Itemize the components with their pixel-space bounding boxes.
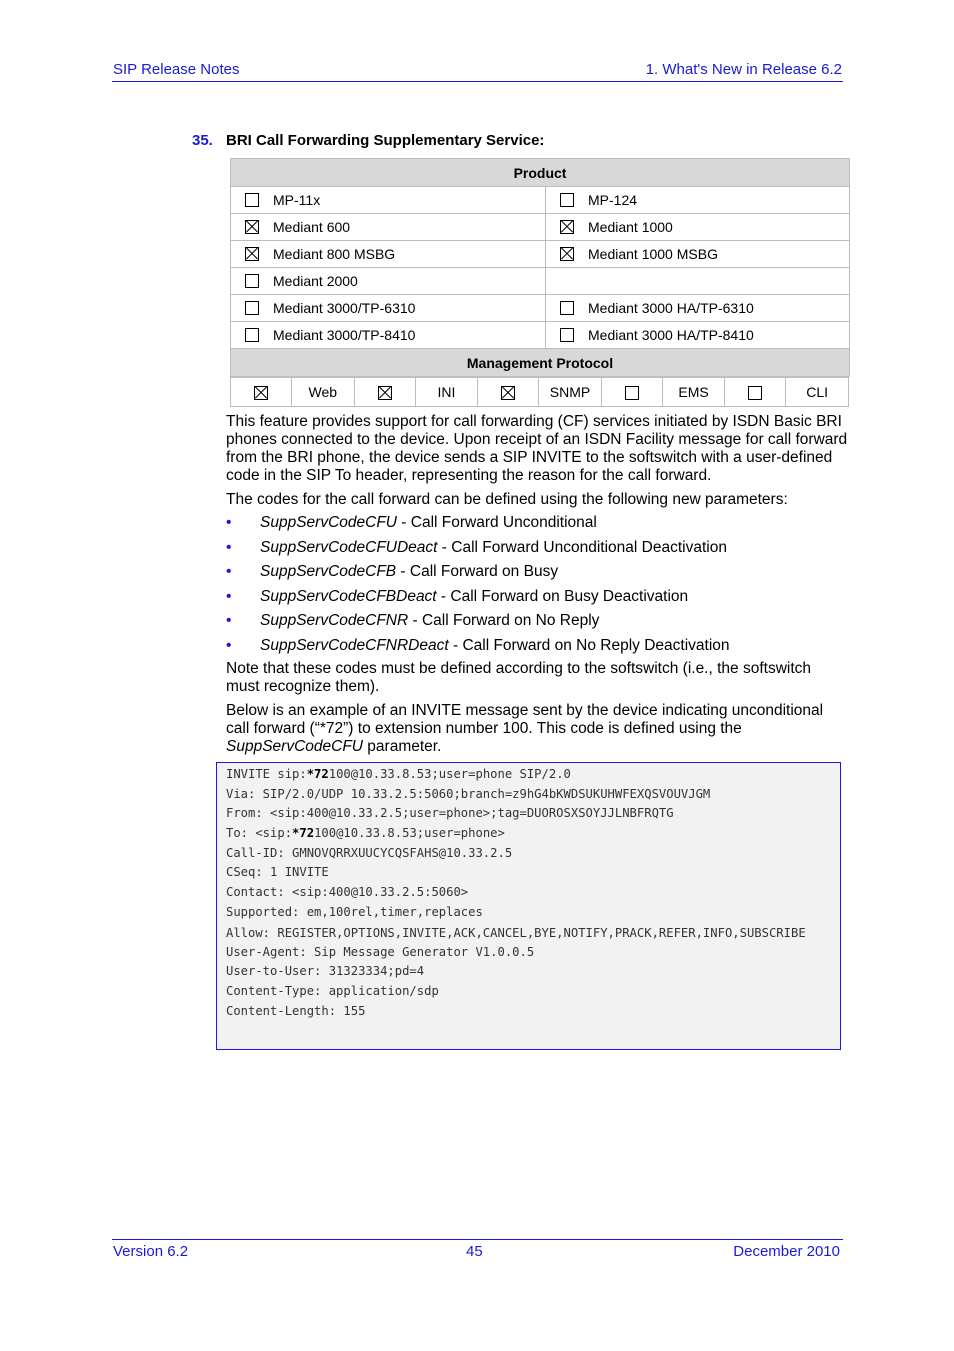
- code-text: 100@10.33.8.53;user=phone>: [314, 826, 505, 841]
- header-chapter-title: 1. What's New in Release 6.2: [645, 61, 842, 78]
- paragraph-intro: This feature provides support for call forwarding (CF) services initiated by ISDN Basic BRI phones connected to the device. Upon receipt of an ISDN Facility message for call forward from the BRI phone, the device sends a SIP INVITE to the softswitch with a user-defined code in the SIP To header, representing the reason for the call forward.: [226, 413, 848, 484]
- product-cell: [231, 322, 546, 349]
- checked-box-icon: [378, 386, 392, 400]
- parameter-list: [226, 513, 730, 660]
- product-label: Mediant 1000: [588, 219, 673, 235]
- empty-box-icon: [245, 301, 259, 315]
- bullet-icon: •: [226, 587, 232, 605]
- parameter-name: SuppServCodeCFNRDeact: [260, 636, 449, 654]
- product-label: Mediant 800 MSBG: [273, 246, 396, 262]
- mgmt-label: INI: [415, 378, 478, 407]
- section-heading: BRI Call Forwarding Supplementary Service:: [226, 132, 545, 149]
- empty-box-icon: [245, 274, 259, 288]
- mgmt-label: SNMP: [539, 378, 602, 407]
- product-item: [231, 300, 545, 316]
- product-cell: [546, 295, 850, 322]
- page-header: [112, 60, 843, 82]
- empty-box-icon: [245, 193, 259, 207]
- checked-box-icon: [245, 247, 259, 261]
- product-label: Mediant 2000: [273, 273, 358, 289]
- parameter-name: SuppServCodeCFU: [260, 514, 397, 531]
- footer-version: Version 6.2: [113, 1243, 189, 1260]
- product-item: [546, 192, 849, 208]
- checked-box-icon: [501, 386, 515, 400]
- code-text: 100@10.33.8.53;user=phone SIP/2.0: [328, 767, 571, 781]
- code-line: [226, 824, 840, 844]
- checked-box-icon: [245, 220, 259, 234]
- code-text: INVITE sip:: [226, 767, 307, 781]
- product-label: Mediant 1000 MSBG: [588, 246, 718, 262]
- product-item: [231, 246, 545, 262]
- header-doc-title: SIP Release Notes: [113, 61, 240, 78]
- paragraph-codes: The codes for the call forward can be defined using the following new parameters:: [226, 491, 788, 508]
- code-line: Contact: <sip:400@10.33.2.5:5060>: [226, 885, 469, 900]
- product-header: Product: [231, 159, 850, 187]
- footer-page-number: 45: [466, 1243, 483, 1260]
- product-item: [231, 219, 545, 235]
- code-text: To: <sip:: [226, 826, 293, 841]
- product-row: [231, 241, 850, 268]
- code-line: Content-Type: application/sdp: [226, 983, 439, 998]
- mgmt-label: CLI: [786, 378, 849, 407]
- product-cell: [231, 241, 546, 268]
- sip-invite-code-block: [216, 762, 841, 1050]
- paragraph-note: Note that these codes must be defined according to the softswitch (i.e., the softswitch must recognize them).: [226, 660, 812, 695]
- parameter-description: - Call Forward Unconditional Deactivation: [437, 538, 727, 556]
- list-item: [226, 513, 730, 538]
- code-highlight: *72: [306, 767, 329, 781]
- product-label: MP-11x: [273, 192, 321, 208]
- parameter-description: - Call Forward on No Reply Deactivation: [448, 636, 730, 654]
- paragraph-example: [226, 702, 848, 756]
- code-highlight: *72: [292, 826, 315, 841]
- code-line: Via: SIP/2.0/UDP 10.33.2.5:5060;branch=z9hG4bKWDSUKUHWFEXQSVOUVJGM: [226, 786, 711, 801]
- code-line: From: <sip:400@10.33.2.5;user=phone>;tag=DUOROSXSOYJJLNBFRQTG: [226, 806, 674, 821]
- page-footer: [112, 1239, 843, 1264]
- product-row: [231, 268, 850, 295]
- mgmt-label: Web: [292, 378, 355, 407]
- section-number: 35.: [192, 132, 213, 149]
- product-label: Mediant 600: [273, 219, 351, 235]
- product-cell: [231, 268, 546, 295]
- empty-box-icon: [245, 328, 259, 342]
- footer-date: December 2010: [733, 1243, 840, 1260]
- bullet-icon: •: [226, 612, 232, 629]
- example-param: SuppServCodeCFU: [226, 738, 363, 755]
- product-label: Mediant 3000/TP-6310: [273, 300, 416, 316]
- mgmt-label: EMS: [662, 378, 725, 407]
- bullet-icon: •: [226, 636, 232, 654]
- product-item: [231, 273, 545, 289]
- mgmt-checkbox-cell: [354, 378, 415, 407]
- list-item: [226, 636, 730, 661]
- example-text-a: Below is an example of an INVITE message sent by the device indicating unconditional call forward (“*72”) to extension number 100. This code is defined using the: [226, 702, 824, 737]
- mgmt-checkbox-cell: [601, 378, 662, 407]
- parameter-description: - Call Forward on Busy Deactivation: [436, 587, 689, 605]
- product-cell: [231, 214, 546, 241]
- product-row: [231, 295, 850, 322]
- parameter-name: SuppServCodeCFUDeact: [260, 538, 438, 556]
- mgmt-header: Management Protocol: [231, 349, 850, 377]
- parameter-name: SuppServCodeCFNR: [260, 612, 409, 629]
- product-label: MP-124: [588, 192, 638, 208]
- code-line: [226, 765, 840, 785]
- code-line: CSeq: 1 INVITE: [226, 865, 329, 880]
- product-cell: [546, 268, 850, 295]
- product-cell: [546, 214, 850, 241]
- list-item: [226, 587, 730, 612]
- example-text-b: parameter.: [362, 738, 442, 755]
- list-item: [226, 538, 730, 563]
- parameter-description: - Call Forward on Busy: [396, 563, 559, 580]
- checked-box-icon: [254, 386, 268, 400]
- empty-box-icon: [625, 386, 639, 400]
- bullet-icon: •: [226, 514, 232, 531]
- product-cell: [231, 295, 546, 322]
- product-item: [546, 246, 849, 262]
- bullet-icon: •: [226, 563, 232, 580]
- product-item: [546, 219, 849, 235]
- parameter-name: SuppServCodeCFB: [260, 563, 397, 580]
- product-row: [231, 214, 850, 241]
- checked-box-icon: [560, 247, 574, 261]
- list-item: [226, 611, 730, 636]
- code-line: User-to-User: 31323334;pd=4: [226, 964, 425, 979]
- code-line: User-Agent: Sip Message Generator V1.0.0.5: [226, 944, 535, 959]
- mgmt-checkbox-cell: [231, 378, 292, 407]
- parameter-name: SuppServCodeCFBDeact: [260, 587, 437, 605]
- mgmt-checkbox-cell: [478, 378, 539, 407]
- product-item: [231, 327, 545, 343]
- product-cell: [546, 322, 850, 349]
- empty-box-icon: [560, 301, 574, 315]
- code-line: Call-ID: GMNOVQRRXUUCYCQSFAHS@10.33.2.5: [226, 845, 513, 860]
- product-table: [230, 158, 850, 377]
- empty-box-icon: [560, 193, 574, 207]
- code-line: Supported: em,100rel,timer,replaces: [226, 904, 483, 919]
- bullet-icon: •: [226, 538, 232, 556]
- product-item: [546, 327, 849, 343]
- mgmt-protocol-table: [230, 377, 849, 407]
- product-item: [231, 192, 545, 208]
- list-item: [226, 562, 730, 587]
- product-item: [546, 300, 849, 316]
- product-row: [231, 322, 850, 349]
- mgmt-checkbox-cell: [725, 378, 786, 407]
- product-cell: [546, 241, 850, 268]
- checked-box-icon: [560, 220, 574, 234]
- empty-box-icon: [748, 386, 762, 400]
- product-label: Mediant 3000 HA/TP-6310: [588, 300, 754, 316]
- product-cell: [231, 187, 546, 214]
- empty-box-icon: [560, 328, 574, 342]
- parameter-description: - Call Forward Unconditional: [396, 514, 597, 531]
- product-cell: [546, 187, 850, 214]
- code-line: Allow: REGISTER,OPTIONS,INVITE,ACK,CANCEL,BYE,NOTIFY,PRACK,REFER,INFO,SUBSCRIBE: [226, 925, 806, 940]
- parameter-description: - Call Forward on No Reply: [408, 612, 600, 629]
- code-line: Content-Length: 155: [226, 1003, 366, 1018]
- section-title: [192, 132, 544, 149]
- product-row: [231, 187, 850, 214]
- product-label: Mediant 3000 HA/TP-8410: [588, 327, 754, 343]
- product-label: Mediant 3000/TP-8410: [273, 327, 416, 343]
